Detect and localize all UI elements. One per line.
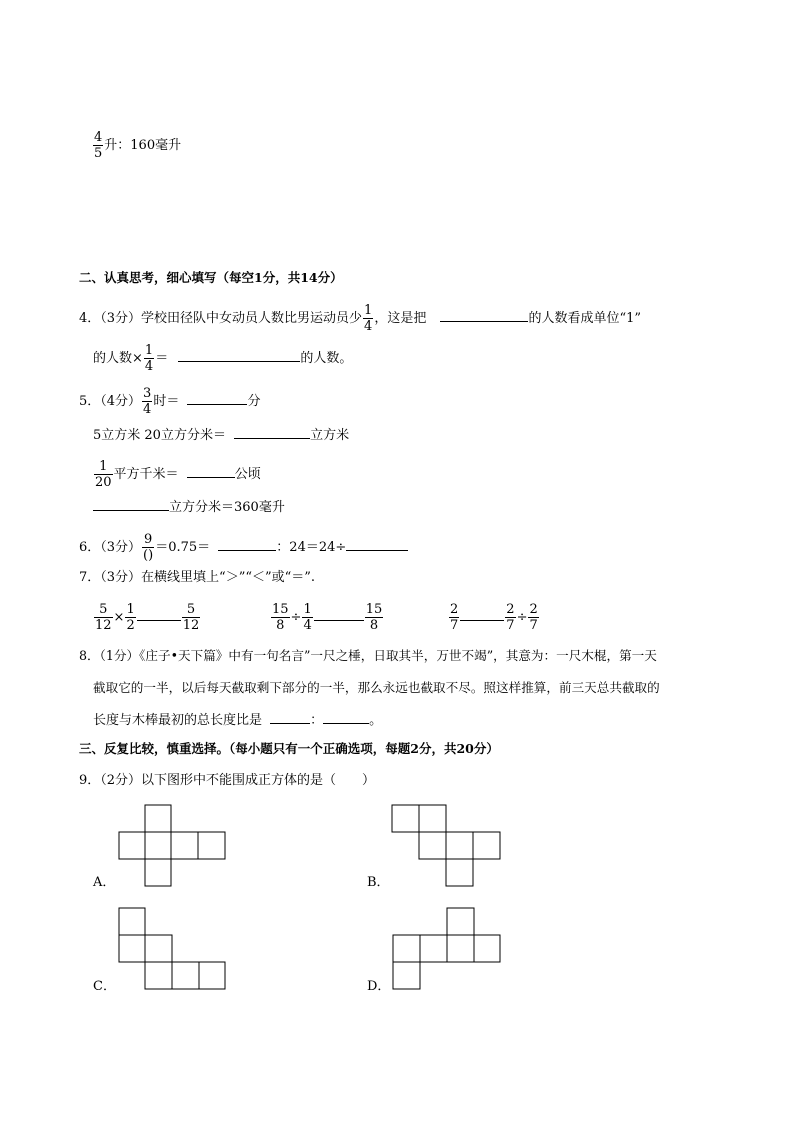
q5-l4-text: 立方分米＝360毫升 [169, 500, 285, 515]
question-9-text: 9．（2分）以下图形中不能围成正方体的是（ ） [79, 773, 376, 788]
operator: ÷ [516, 610, 528, 625]
question-7-text: 7．（3分）在横线里填上“＞”“＜”或“＝”. [79, 570, 316, 585]
q5-l3-unit: 公顷 [234, 467, 261, 482]
q5-l1-text: 时＝ [153, 394, 180, 409]
fraction: $\frac{1}{4}$ [303, 602, 312, 633]
fraction: $\frac{2}{7}$ [450, 602, 459, 633]
period: 。 [369, 713, 383, 728]
operator: × [113, 610, 125, 625]
question-8-line-3 [93, 711, 382, 729]
q5-l2-text: 5立方米 20立方分米＝ [93, 428, 226, 443]
cube-net-d [392, 907, 502, 991]
q6-text2: ：24＝24÷ [276, 540, 347, 555]
q7-expression-1 [93, 602, 201, 633]
compare-blank[interactable] [314, 608, 364, 621]
q8-prefix: 长度与木棒最初的总长度比是 [93, 713, 263, 728]
fraction: $\frac{15}{8}$ [365, 602, 383, 633]
fraction: $\frac{15}{8}$ [272, 602, 289, 633]
q5-l2-unit: 立方米 [310, 428, 350, 443]
answer-blank[interactable] [346, 538, 408, 551]
option-b-label[interactable]: B． [367, 875, 390, 890]
option-c-label[interactable]: C． [93, 979, 116, 994]
option-a-label[interactable]: A． [93, 875, 116, 890]
q7-expression-3 [448, 602, 540, 633]
answer-blank[interactable] [187, 392, 247, 405]
q5-l3-text: 平方千米＝ [113, 467, 179, 482]
q4-prefix: 4．（3分）学校田径队中女动员人数比男运动员少 [79, 311, 363, 326]
fraction: $\frac{5}{12}$ [182, 602, 200, 633]
answer-blank[interactable] [440, 309, 528, 322]
top-line [92, 130, 181, 161]
cube-net-b [391, 804, 501, 888]
q5-l1-unit: 分 [247, 394, 261, 409]
compare-blank[interactable] [137, 608, 181, 621]
q4-line2-after: 的人数。 [300, 351, 353, 366]
fraction: $\frac{4}{5}$ [94, 130, 103, 161]
fraction: $\frac{1}{4}$ [364, 303, 373, 334]
fraction: $\frac{1}{20}$ [95, 459, 112, 490]
cube-net-a [118, 804, 228, 888]
option-d-label[interactable]: D． [367, 979, 391, 994]
fraction: $\frac{5}{12}$ [95, 602, 112, 633]
answer-blank[interactable] [187, 465, 235, 478]
question-5-line-3 [93, 459, 261, 490]
question-6 [79, 532, 408, 563]
equals-sign: ＝ [155, 351, 169, 366]
question-8-line-2: 截取它的一半，以后每天截取剩下部分的一半，那么永远也截取不尽。照这样推算，前三天总共截取的 [93, 680, 660, 695]
answer-blank[interactable] [218, 538, 276, 551]
answer-blank[interactable] [234, 426, 310, 439]
question-5-line-2 [93, 426, 349, 444]
q4-mid: ，这是把 [374, 311, 427, 326]
question-5-line-4 [93, 498, 285, 516]
colon: ： [310, 713, 324, 728]
fraction: $\frac{2}{7}$ [529, 602, 538, 633]
fraction: $\frac{2}{7}$ [506, 602, 515, 633]
question-4-line-2 [93, 343, 352, 374]
cube-net-c [118, 907, 228, 991]
q6-text1: ＝0.75＝ [155, 540, 211, 555]
fraction: $\frac{9}{()}$ [143, 532, 154, 563]
question-4-line-1 [79, 303, 641, 334]
answer-blank[interactable] [93, 498, 169, 511]
q7-expression-2 [270, 602, 384, 633]
fraction: $\frac{1}{4}$ [144, 343, 154, 374]
answer-blank[interactable] [178, 349, 300, 362]
operator: ÷ [290, 610, 302, 625]
q6-prefix: 6．（3分） [79, 540, 142, 555]
q4-after: 的人数看成单位“1” [528, 311, 642, 326]
top-line-text: 升：160毫升 [104, 138, 182, 153]
question-8-line-1: 8．（1分）《庄子•天下篇》中有一句名言”一尺之棰，日取其半，万世不竭”，其意为：一尺木棍，第一天 [79, 648, 657, 663]
q4-line2-prefix: 的人数× [93, 351, 143, 366]
q5-prefix: 5．（4分） [79, 394, 142, 409]
question-5-line-1 [79, 386, 261, 417]
fraction: $\frac{1}{2}$ [126, 602, 135, 633]
answer-blank[interactable] [270, 711, 310, 724]
answer-blank[interactable] [323, 711, 369, 724]
fraction: $\frac{3}{4}$ [143, 386, 152, 417]
section-2-title: 二、认真思考，细心填写（每空1分，共14分） [79, 270, 343, 285]
section-3-title: 三、反复比较，慎重选择。（每小题只有一个正确选项，每题2分，共20分） [79, 741, 499, 756]
compare-blank[interactable] [460, 608, 504, 621]
